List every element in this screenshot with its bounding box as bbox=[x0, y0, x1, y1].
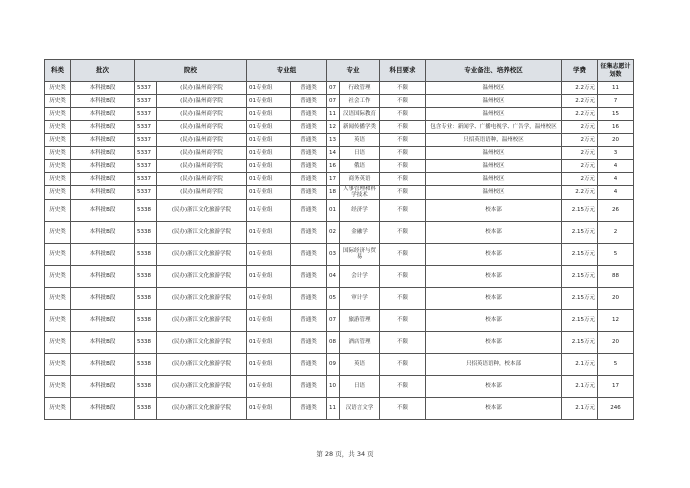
cell-institution-name: (民办)浙江文化旅游学院 bbox=[157, 221, 247, 243]
cell-batch: 本科批B段 bbox=[71, 147, 135, 160]
cell-batch: 本科批B段 bbox=[71, 375, 135, 397]
cell-plan-count: 3 bbox=[598, 147, 634, 160]
table-row bbox=[45, 108, 634, 121]
cell-category: 历史类 bbox=[45, 265, 71, 287]
cell-major-code: 11 bbox=[327, 108, 340, 121]
cell-institution-code: 5337 bbox=[135, 147, 157, 160]
cell-batch: 本科批B段 bbox=[71, 221, 135, 243]
cell-institution-code: 5337 bbox=[135, 134, 157, 147]
cell-major-group: 01专业组 bbox=[247, 108, 291, 121]
table-row bbox=[45, 121, 634, 134]
cell-tuition: 2.1万元 bbox=[562, 353, 598, 375]
cell-batch: 本科批B段 bbox=[71, 331, 135, 353]
cell-tuition: 2.1万元 bbox=[562, 397, 598, 419]
cell-institution-name: (民办)浙江文化旅游学院 bbox=[157, 331, 247, 353]
table-row bbox=[45, 186, 634, 200]
cell-institution-code: 5338 bbox=[135, 375, 157, 397]
cell-tuition: 2.15万元 bbox=[562, 221, 598, 243]
cell-category: 历史类 bbox=[45, 121, 71, 134]
cell-plan-count: 16 bbox=[598, 121, 634, 134]
cell-institution-code: 5337 bbox=[135, 173, 157, 186]
cell-institution-code: 5338 bbox=[135, 243, 157, 265]
cell-category: 历史类 bbox=[45, 287, 71, 309]
cell-major-notes: 校本部 bbox=[426, 309, 562, 331]
cell-institution-code: 5337 bbox=[135, 186, 157, 200]
cell-major-group: 01专业组 bbox=[247, 95, 291, 108]
cell-major-group: 01专业组 bbox=[247, 397, 291, 419]
header-major-notes: 专业备注、培养校区 bbox=[426, 60, 562, 82]
header-major: 专业 bbox=[327, 60, 380, 82]
table-row bbox=[45, 287, 634, 309]
header-category: 科类 bbox=[45, 60, 71, 82]
cell-tuition: 2.1万元 bbox=[562, 375, 598, 397]
header-tuition: 学费 bbox=[562, 60, 598, 82]
cell-major-code: 08 bbox=[327, 331, 340, 353]
table-row bbox=[45, 375, 634, 397]
cell-tuition: 2万元 bbox=[562, 147, 598, 160]
cell-institution-code: 5338 bbox=[135, 331, 157, 353]
cell-institution-name: (民办)温州商学院 bbox=[157, 173, 247, 186]
cell-category: 历史类 bbox=[45, 331, 71, 353]
table-row bbox=[45, 160, 634, 173]
table-header-row bbox=[45, 60, 634, 82]
cell-institution-code: 5338 bbox=[135, 287, 157, 309]
table-row bbox=[45, 397, 634, 419]
cell-tuition: 2.15万元 bbox=[562, 199, 598, 221]
cell-institution-name: (民办)浙江文化旅游学院 bbox=[157, 265, 247, 287]
cell-major-group: 01专业组 bbox=[247, 287, 291, 309]
cell-institution-name: (民办)浙江文化旅游学院 bbox=[157, 375, 247, 397]
cell-tuition: 2.2万元 bbox=[562, 95, 598, 108]
cell-batch: 本科批B段 bbox=[71, 265, 135, 287]
cell-batch: 本科批B段 bbox=[71, 173, 135, 186]
cell-major-notes: 温州校区 bbox=[426, 160, 562, 173]
cell-major-group: 01专业组 bbox=[247, 186, 291, 200]
cell-major-group: 01专业组 bbox=[247, 265, 291, 287]
cell-plan-count: 20 bbox=[598, 287, 634, 309]
cell-batch: 本科批B段 bbox=[71, 108, 135, 121]
cell-major-notes: 校本部 bbox=[426, 199, 562, 221]
cell-institution-name: (民办)温州商学院 bbox=[157, 147, 247, 160]
cell-major-group: 01专业组 bbox=[247, 160, 291, 173]
cell-major-notes: 只招英语语种，温州校区 bbox=[426, 134, 562, 147]
cell-major-notes: 校本部 bbox=[426, 265, 562, 287]
cell-institution-code: 5337 bbox=[135, 160, 157, 173]
cell-tuition: 2.15万元 bbox=[562, 309, 598, 331]
cell-institution-name: (民办)浙江文化旅游学院 bbox=[157, 309, 247, 331]
cell-major-notes: 校本部 bbox=[426, 243, 562, 265]
cell-major-code: 12 bbox=[327, 121, 340, 134]
cell-plan-count: 20 bbox=[598, 331, 634, 353]
cell-major-code: 07 bbox=[327, 82, 340, 95]
cell-major-group: 01专业组 bbox=[247, 173, 291, 186]
cell-major-name: 汉语国际教育 bbox=[340, 108, 380, 121]
cell-category: 历史类 bbox=[45, 243, 71, 265]
cell-batch: 本科批B段 bbox=[71, 82, 135, 95]
cell-subject-requirement: 不限 bbox=[380, 221, 426, 243]
cell-plan-count: 12 bbox=[598, 309, 634, 331]
cell-major-group: 01专业组 bbox=[247, 243, 291, 265]
cell-institution-name: (民办)浙江文化旅游学院 bbox=[157, 397, 247, 419]
cell-major-notes: 校本部 bbox=[426, 221, 562, 243]
cell-major-notes: 温州校区 bbox=[426, 82, 562, 95]
cell-group-type: 普通类 bbox=[291, 221, 327, 243]
cell-subject-requirement: 不限 bbox=[380, 375, 426, 397]
table-row bbox=[45, 147, 634, 160]
cell-group-type: 普通类 bbox=[291, 173, 327, 186]
header-batch: 批次 bbox=[71, 60, 135, 82]
cell-plan-count: 7 bbox=[598, 95, 634, 108]
cell-institution-code: 5338 bbox=[135, 353, 157, 375]
cell-institution-code: 5338 bbox=[135, 265, 157, 287]
cell-group-type: 普通类 bbox=[291, 82, 327, 95]
cell-category: 历史类 bbox=[45, 221, 71, 243]
cell-major-code: 10 bbox=[327, 375, 340, 397]
cell-institution-code: 5338 bbox=[135, 199, 157, 221]
cell-major-name: 社会工作 bbox=[340, 95, 380, 108]
cell-category: 历史类 bbox=[45, 173, 71, 186]
cell-major-name: 日语 bbox=[340, 375, 380, 397]
cell-subject-requirement: 不限 bbox=[380, 243, 426, 265]
cell-group-type: 普通类 bbox=[291, 160, 327, 173]
table-row bbox=[45, 265, 634, 287]
cell-plan-count: 88 bbox=[598, 265, 634, 287]
cell-group-type: 普通类 bbox=[291, 243, 327, 265]
cell-major-name: 日语 bbox=[340, 147, 380, 160]
cell-tuition: 2万元 bbox=[562, 121, 598, 134]
cell-major-code: 14 bbox=[327, 147, 340, 160]
cell-group-type: 普通类 bbox=[291, 95, 327, 108]
cell-institution-code: 5337 bbox=[135, 121, 157, 134]
cell-major-code: 18 bbox=[327, 186, 340, 200]
cell-major-code: 07 bbox=[327, 309, 340, 331]
cell-plan-count: 4 bbox=[598, 186, 634, 200]
cell-subject-requirement: 不限 bbox=[380, 121, 426, 134]
cell-major-name: 国际经济与贸易 bbox=[340, 243, 380, 265]
cell-major-notes: 温州校区 bbox=[426, 95, 562, 108]
cell-category: 历史类 bbox=[45, 199, 71, 221]
table-row bbox=[45, 331, 634, 353]
cell-major-group: 01专业组 bbox=[247, 375, 291, 397]
cell-group-type: 普通类 bbox=[291, 134, 327, 147]
cell-major-name: 新闻传播学类 bbox=[340, 121, 380, 134]
cell-major-notes: 温州校区 bbox=[426, 173, 562, 186]
cell-tuition: 2万元 bbox=[562, 134, 598, 147]
cell-category: 历史类 bbox=[45, 95, 71, 108]
cell-major-name: 经济学 bbox=[340, 199, 380, 221]
cell-plan-count: 2 bbox=[598, 221, 634, 243]
cell-institution-name: (民办)温州商学院 bbox=[157, 160, 247, 173]
cell-group-type: 普通类 bbox=[291, 121, 327, 134]
enrollment-table bbox=[44, 59, 634, 420]
cell-plan-count: 17 bbox=[598, 375, 634, 397]
cell-tuition: 2.2万元 bbox=[562, 82, 598, 95]
cell-subject-requirement: 不限 bbox=[380, 160, 426, 173]
cell-major-group: 01专业组 bbox=[247, 82, 291, 95]
cell-subject-requirement: 不限 bbox=[380, 186, 426, 200]
header-plan-count: 征集志愿计划数 bbox=[598, 60, 634, 82]
cell-batch: 本科批B段 bbox=[71, 199, 135, 221]
cell-institution-code: 5338 bbox=[135, 309, 157, 331]
cell-category: 历史类 bbox=[45, 147, 71, 160]
cell-batch: 本科批B段 bbox=[71, 397, 135, 419]
cell-group-type: 普通类 bbox=[291, 397, 327, 419]
cell-institution-code: 5337 bbox=[135, 95, 157, 108]
cell-major-name: 审计学 bbox=[340, 287, 380, 309]
cell-major-name: 旅游管理 bbox=[340, 309, 380, 331]
cell-major-code: 04 bbox=[327, 265, 340, 287]
cell-major-notes: 校本部 bbox=[426, 287, 562, 309]
cell-batch: 本科批B段 bbox=[71, 95, 135, 108]
cell-major-name: 英语 bbox=[340, 134, 380, 147]
cell-major-name: 酒店管理 bbox=[340, 331, 380, 353]
cell-major-code: 03 bbox=[327, 243, 340, 265]
cell-major-notes: 校本部 bbox=[426, 375, 562, 397]
cell-major-code: 11 bbox=[327, 397, 340, 419]
cell-category: 历史类 bbox=[45, 160, 71, 173]
cell-group-type: 普通类 bbox=[291, 287, 327, 309]
cell-institution-code: 5338 bbox=[135, 221, 157, 243]
cell-institution-name: (民办)浙江文化旅游学院 bbox=[157, 199, 247, 221]
cell-plan-count: 5 bbox=[598, 243, 634, 265]
cell-group-type: 普通类 bbox=[291, 199, 327, 221]
cell-major-group: 01专业组 bbox=[247, 199, 291, 221]
cell-major-name: 行政管理 bbox=[340, 82, 380, 95]
cell-major-name: 汉语言文学 bbox=[340, 397, 380, 419]
cell-major-notes: 温州校区 bbox=[426, 147, 562, 160]
cell-batch: 本科批B段 bbox=[71, 160, 135, 173]
cell-plan-count: 4 bbox=[598, 160, 634, 173]
cell-tuition: 2.2万元 bbox=[562, 186, 598, 200]
cell-category: 历史类 bbox=[45, 353, 71, 375]
cell-group-type: 普通类 bbox=[291, 265, 327, 287]
cell-plan-count: 11 bbox=[598, 82, 634, 95]
cell-major-notes: 校本部 bbox=[426, 331, 562, 353]
table-row bbox=[45, 82, 634, 95]
cell-category: 历史类 bbox=[45, 309, 71, 331]
cell-major-name: 金融学 bbox=[340, 221, 380, 243]
cell-major-name: 人事管理和科学技术 bbox=[340, 186, 380, 200]
cell-institution-name: (民办)温州商学院 bbox=[157, 108, 247, 121]
cell-institution-code: 5338 bbox=[135, 397, 157, 419]
cell-subject-requirement: 不限 bbox=[380, 147, 426, 160]
cell-major-code: 01 bbox=[327, 199, 340, 221]
cell-group-type: 普通类 bbox=[291, 147, 327, 160]
cell-category: 历史类 bbox=[45, 375, 71, 397]
cell-institution-name: (民办)温州商学院 bbox=[157, 134, 247, 147]
cell-major-code: 09 bbox=[327, 353, 340, 375]
cell-subject-requirement: 不限 bbox=[380, 397, 426, 419]
cell-major-group: 01专业组 bbox=[247, 147, 291, 160]
cell-institution-name: (民办)温州商学院 bbox=[157, 95, 247, 108]
cell-major-notes: 温州校区 bbox=[426, 186, 562, 200]
cell-subject-requirement: 不限 bbox=[380, 134, 426, 147]
cell-batch: 本科批B段 bbox=[71, 353, 135, 375]
cell-major-name: 英语 bbox=[340, 353, 380, 375]
cell-group-type: 普通类 bbox=[291, 331, 327, 353]
cell-tuition: 2.15万元 bbox=[562, 265, 598, 287]
cell-plan-count: 5 bbox=[598, 353, 634, 375]
cell-tuition: 2.2万元 bbox=[562, 108, 598, 121]
cell-group-type: 普通类 bbox=[291, 108, 327, 121]
table-row bbox=[45, 353, 634, 375]
cell-category: 历史类 bbox=[45, 82, 71, 95]
cell-batch: 本科批B段 bbox=[71, 121, 135, 134]
cell-tuition: 2.15万元 bbox=[562, 243, 598, 265]
cell-major-group: 01专业组 bbox=[247, 134, 291, 147]
cell-major-group: 01专业组 bbox=[247, 353, 291, 375]
cell-subject-requirement: 不限 bbox=[380, 309, 426, 331]
cell-group-type: 普通类 bbox=[291, 309, 327, 331]
table-row bbox=[45, 173, 634, 186]
cell-major-group: 01专业组 bbox=[247, 309, 291, 331]
cell-category: 历史类 bbox=[45, 397, 71, 419]
cell-subject-requirement: 不限 bbox=[380, 199, 426, 221]
cell-tuition: 2万元 bbox=[562, 160, 598, 173]
cell-major-notes: 温州校区 bbox=[426, 108, 562, 121]
cell-major-group: 01专业组 bbox=[247, 221, 291, 243]
cell-category: 历史类 bbox=[45, 134, 71, 147]
cell-major-notes: 只招英语语种，校本部 bbox=[426, 353, 562, 375]
cell-major-code: 17 bbox=[327, 173, 340, 186]
cell-major-code: 16 bbox=[327, 160, 340, 173]
cell-category: 历史类 bbox=[45, 108, 71, 121]
cell-major-notes: 校本部 bbox=[426, 397, 562, 419]
table-row bbox=[45, 243, 634, 265]
cell-plan-count: 15 bbox=[598, 108, 634, 121]
cell-subject-requirement: 不限 bbox=[380, 173, 426, 186]
header-major-group: 专业组 bbox=[247, 60, 327, 82]
table-row bbox=[45, 199, 634, 221]
cell-major-name: 商务英语 bbox=[340, 173, 380, 186]
cell-batch: 本科批B段 bbox=[71, 243, 135, 265]
cell-group-type: 普通类 bbox=[291, 353, 327, 375]
cell-institution-code: 5337 bbox=[135, 82, 157, 95]
cell-subject-requirement: 不限 bbox=[380, 287, 426, 309]
cell-major-notes: 包含专业：新闻学、广播电视学、广告学，温州校区 bbox=[426, 121, 562, 134]
cell-tuition: 2万元 bbox=[562, 173, 598, 186]
cell-institution-name: (民办)浙江文化旅游学院 bbox=[157, 287, 247, 309]
header-institution: 院校 bbox=[135, 60, 247, 82]
cell-institution-name: (民办)温州商学院 bbox=[157, 82, 247, 95]
cell-major-group: 01专业组 bbox=[247, 121, 291, 134]
header-subject-requirement: 科目要求 bbox=[380, 60, 426, 82]
cell-major-name: 俄语 bbox=[340, 160, 380, 173]
cell-plan-count: 26 bbox=[598, 199, 634, 221]
page-number: 第 28 页，共 34 页 bbox=[316, 450, 374, 458]
cell-batch: 本科批B段 bbox=[71, 134, 135, 147]
cell-major-code: 02 bbox=[327, 221, 340, 243]
cell-institution-name: (民办)浙江文化旅游学院 bbox=[157, 243, 247, 265]
cell-institution-name: (民办)温州商学院 bbox=[157, 121, 247, 134]
cell-subject-requirement: 不限 bbox=[380, 331, 426, 353]
cell-tuition: 2.15万元 bbox=[562, 287, 598, 309]
cell-plan-count: 20 bbox=[598, 134, 634, 147]
cell-major-name: 会计学 bbox=[340, 265, 380, 287]
cell-category: 历史类 bbox=[45, 186, 71, 200]
cell-subject-requirement: 不限 bbox=[380, 95, 426, 108]
table-row bbox=[45, 221, 634, 243]
cell-institution-code: 5337 bbox=[135, 108, 157, 121]
cell-major-code: 05 bbox=[327, 287, 340, 309]
cell-subject-requirement: 不限 bbox=[380, 353, 426, 375]
table-row bbox=[45, 95, 634, 108]
cell-plan-count: 4 bbox=[598, 173, 634, 186]
cell-group-type: 普通类 bbox=[291, 375, 327, 397]
cell-subject-requirement: 不限 bbox=[380, 265, 426, 287]
table-row bbox=[45, 134, 634, 147]
cell-institution-name: (民办)浙江文化旅游学院 bbox=[157, 353, 247, 375]
cell-institution-name: (民办)温州商学院 bbox=[157, 186, 247, 200]
table-row bbox=[45, 309, 634, 331]
cell-batch: 本科批B段 bbox=[71, 186, 135, 200]
cell-major-group: 01专业组 bbox=[247, 331, 291, 353]
cell-plan-count: 246 bbox=[598, 397, 634, 419]
cell-batch: 本科批B段 bbox=[71, 309, 135, 331]
cell-subject-requirement: 不限 bbox=[380, 108, 426, 121]
cell-group-type: 普通类 bbox=[291, 186, 327, 200]
cell-subject-requirement: 不限 bbox=[380, 82, 426, 95]
cell-major-code: 13 bbox=[327, 134, 340, 147]
cell-batch: 本科批B段 bbox=[71, 287, 135, 309]
cell-tuition: 2.15万元 bbox=[562, 331, 598, 353]
cell-major-code: 07 bbox=[327, 95, 340, 108]
